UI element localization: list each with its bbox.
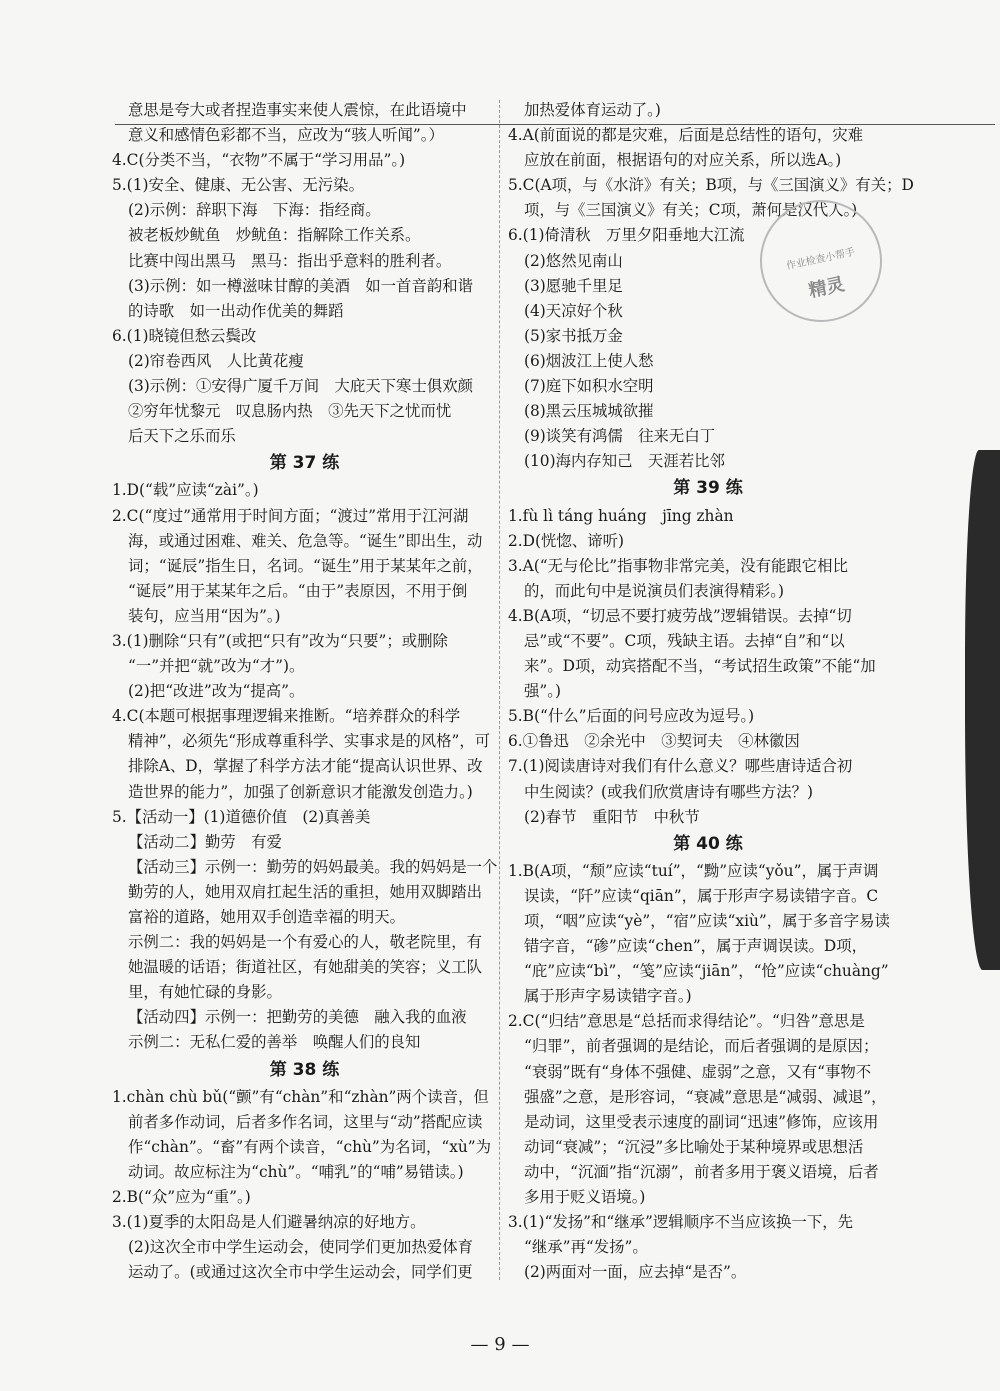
answer-line: 4.B(A项，“切忌不要打疲劳战”逻辑错误。去掉“切 <box>508 606 852 625</box>
answer-line: 6.(1)晓镜但愁云鬓改 <box>112 326 257 345</box>
answer-line: 示例二：无私仁爱的善举 唤醒人们的良知 <box>128 1033 421 1052</box>
scan-edge-shadow <box>965 450 1000 970</box>
answer-line: 2.C(“度过”通常用于时间方面；“渡过”常用于江河湖 <box>112 506 469 525</box>
answer-line: (2)这次全市中学生运动会，使同学们更加热爱体育 <box>128 1238 474 1257</box>
section-heading: 第 38 练 <box>269 1059 340 1080</box>
answer-line: 意思是夸大或者捏造事实来使人震惊，在此语境中 <box>128 101 467 119</box>
answer-line: 来”。D项，动宾搭配不当，“考试招生政策”不能“加 <box>524 657 876 676</box>
answer-line: 多用于贬义语境。) <box>524 1188 646 1207</box>
left-column <box>112 98 497 1285</box>
answer-line: (3)愿驰千里足 <box>524 276 623 295</box>
section-heading: 第 39 练 <box>673 478 743 499</box>
answer-line: 的诗歌 如一出动作优美的舞蹈 <box>128 301 344 320</box>
answer-line: 【活动四】示例一：把勤劳的美德 融入我的血液 <box>128 1008 467 1027</box>
answer-line: (6)烟波江上使人愁 <box>524 351 654 370</box>
answer-line: 错字音，“碜”应读“chen”，属于声调误读。D项， <box>524 937 868 956</box>
answer-line: 后天下之乐而乐 <box>128 427 236 446</box>
answer-line: (2)两面对一面，应去掉“是否”。 <box>524 1263 747 1282</box>
answer-line: 装句，应当用“因为”。) <box>128 606 281 625</box>
answer-line: 2.D(恍惚、谛听) <box>508 531 624 550</box>
section-heading: 第 40 练 <box>673 833 743 854</box>
answer-line: 2.B(“众”应为“重”。) <box>112 1188 251 1207</box>
answer-line: 6.①鲁迅 ②余光中 ③契诃夫 ④林徽因 <box>508 732 800 751</box>
answer-line: 3.(1)“发扬”和“继承”逻辑顺序不当应该换一下，先 <box>508 1213 853 1232</box>
answer-line: 3.(1)删除“只有”(或把“只有”改为“只要”；或删除 <box>112 631 448 650</box>
answer-line: 4.C(分类不当，“衣物”不属于“学习用品”。) <box>112 151 406 170</box>
answer-line: 应放在前面，根据语句的对应关系，所以选A。) <box>524 151 842 170</box>
answer-line: 项，“咽”应读“yè”，“宿”应读“xiù”，属于多音字易读 <box>524 912 890 930</box>
answer-line: “继承”再“发扬”。 <box>524 1238 648 1257</box>
answer-line: (2)示例：辞职下海 下海：指经商。 <box>128 201 381 220</box>
answer-line: 忌”或“不要”。C项，残缺主语。去掉“自”和“以 <box>524 631 845 650</box>
stamp-line2: 精灵 <box>806 273 847 302</box>
answer-line: (3)示例：①安得广厦千万间 大庇天下寒士俱欢颜 <box>128 377 474 396</box>
answer-line: 5.C(A项，与《水浒》有关；B项，与《三国演义》有关；D <box>508 176 914 195</box>
answer-line: 是动词，这里受表示速度的副词“迅速”修饰，应该用 <box>524 1112 879 1131</box>
answer-line: 强盛”之意，是形容词，“衰减”意思是“减弱、减退”， <box>524 1087 887 1106</box>
answer-line: 运动了。(或通过这次全市中学生运动会，同学们更 <box>128 1263 473 1282</box>
answer-line: 的，而此句中是说演员们表演得精彩。) <box>524 581 784 600</box>
answer-line: 前者多作动词，后者多作名词，这里与“动”搭配应读 <box>128 1112 483 1131</box>
answer-line: 排除A、D，掌握了科学方法才能“提高认识世界、改 <box>128 757 483 776</box>
answer-line: 1.B(A项，“颓”应读“tuí”，“黝”应读“yǒu”，属于声调 <box>508 861 879 880</box>
answer-line: 【活动二】勤劳 有爱 <box>128 832 282 851</box>
answer-line: “庇”应读“bì”，“笺”应读“jiān”，“怆”应读“chuàng” <box>524 962 889 981</box>
answer-line: 词；“诞辰”指生日，名词。“诞生”用于某某年之前， <box>128 556 483 575</box>
stamp-line1: 作业检查小帮手 <box>785 246 857 273</box>
answer-line: 示例二：我的妈妈是一个有爱心的人，敬老院里，有 <box>128 933 482 952</box>
answer-line: 她温暖的话语；街道社区，有她甜美的笑容；义工队 <box>128 958 482 977</box>
answer-line: (4)天凉好个秋 <box>524 301 623 320</box>
answer-line: (2)帘卷西风 人比黄花瘦 <box>128 351 304 370</box>
answer-line: “一”并把“就”改为“才”)。 <box>128 657 305 676</box>
answer-line: 3.A(“无与伦比”指事物非常完美，没有能跟它相比 <box>508 556 848 575</box>
answer-line: 动中，“沉湎”指“沉溺”，前者多用于褒义语境，后者 <box>524 1162 879 1181</box>
answer-line: 【活动三】示例一：勤劳的妈妈最美。我的妈妈是一个 <box>128 857 498 876</box>
answer-line: 1.fù lì táng huáng jīng zhàn <box>508 506 734 525</box>
answer-line: 6.(1)倚清秋 万里夕阳垂地大江流 <box>508 226 745 245</box>
answer-line: 造世界的能力”，加强了创新意识才能激发创造力。) <box>128 782 473 801</box>
answer-line: 2.C(“归结”意思是“总括而求得结论”。“归咎”意思是 <box>508 1012 865 1031</box>
answer-line: 被老板炒鱿鱼 炒鱿鱼：指解除工作关系。 <box>128 226 421 245</box>
answer-line: 1.D(“载”应读“zài”。) <box>112 481 259 500</box>
answer-line: 强”。) <box>524 682 561 701</box>
answer-line: 加热爱体育运动了。) <box>524 101 661 119</box>
answer-line: 1.chàn chù bǔ(“颤”有“chàn”和“zhàn”两个读音，但 <box>112 1087 489 1106</box>
answer-line: 作“chàn”。“畜”有两个读音，“chù”为名词，“xù”为 <box>128 1137 492 1156</box>
page-number: — 9 — <box>470 1334 530 1355</box>
answer-line: (9)谈笑有鸿儒 往来无白丁 <box>524 427 716 446</box>
section-heading: 第 37 练 <box>269 453 340 474</box>
answer-line: 5.B(“什么”后面的问号应改为逗号。) <box>508 707 755 726</box>
answer-line: “衰弱”既有“身体不强健、虚弱”之意，又有“事物不 <box>524 1062 872 1081</box>
answer-line: “归罪”，前者强调的是结论，而后者强调的是原因； <box>524 1037 879 1056</box>
answer-line: 意义和感情色彩都不当，应改为“骇人听闻”。） <box>128 126 444 145</box>
answer-line: 动词“衰减”；“沉浸”多比喻处于某种境界或思想活 <box>524 1137 864 1156</box>
answer-line: 5.【活动一】(1)道德价值 (2)真善美 <box>112 807 371 826</box>
answer-line: ②穷年忧黎元 叹息肠内热 ③先天下之忧而忧 <box>128 402 452 421</box>
answer-line: 7.(1)阅读唐诗对我们有什么意义？哪些唐诗适合初 <box>508 757 853 776</box>
answer-line: 勤劳的人，她用双肩扛起生活的重担，她用双脚踏出 <box>128 882 482 901</box>
answer-line: (2)把“改进”改为“提高”。 <box>128 682 305 701</box>
answer-line: (7)庭下如积水空明 <box>524 377 654 396</box>
answer-line: 项，与《三国演义》有关；C项，萧何是汉代人。) <box>524 201 858 220</box>
answer-line: 5.(1)安全、健康、无公害、无污染。 <box>112 176 364 195</box>
answer-line: 4.C(本题可根据事理逻辑来推断。“培养群众的科学 <box>112 707 461 726</box>
answer-line: 里，有她忙碌的身影。 <box>128 983 282 1002</box>
answer-line: 精神”，必须先“形成尊重科学、实事求是的风格”，可 <box>128 732 491 751</box>
answer-line: 误读，“阡”应读“qiān”，属于形声字易读错字音。C <box>524 886 879 905</box>
answer-line: (8)黑云压城城欲摧 <box>524 402 654 421</box>
answer-line: 中生阅读？(或我们欣赏唐诗有哪些方法？) <box>524 782 814 801</box>
answer-line: 富裕的道路，她用双手创造幸福的明天。 <box>128 908 406 926</box>
answer-line: 比赛中闯出黑马 黑马：指出乎意料的胜利者。 <box>128 251 452 270</box>
answer-line: 海，或通过困难、难关、危急等。“诞生”即出生，动 <box>128 531 483 550</box>
answer-line: 属于形声字易读错字音。) <box>524 987 692 1006</box>
answer-line: (5)家书抵万金 <box>524 326 623 345</box>
answer-line: (10)海内存知己 天涯若比邻 <box>524 452 725 471</box>
answer-line: 4.A(前面说的都是灾难，后面是总结性的语句，灾难 <box>508 126 864 145</box>
answer-line: (2)悠然见南山 <box>524 251 623 270</box>
answer-line: “诞辰”用于某某年之后。“由于”表原因，不用于倒 <box>128 581 468 600</box>
answer-line: (2)春节 重阳节 中秋节 <box>524 807 700 826</box>
column-divider <box>499 100 500 1280</box>
answer-line: 动词。故应标注为“chù”。“哺乳”的“哺”易错读。) <box>128 1162 464 1181</box>
answer-line: (3)示例：如一樽滋味甘醇的美酒 如一首音韵和谐 <box>128 276 474 295</box>
answer-line: 3.(1)夏季的太阳岛是人们避暑纳凉的好地方。 <box>112 1213 426 1232</box>
